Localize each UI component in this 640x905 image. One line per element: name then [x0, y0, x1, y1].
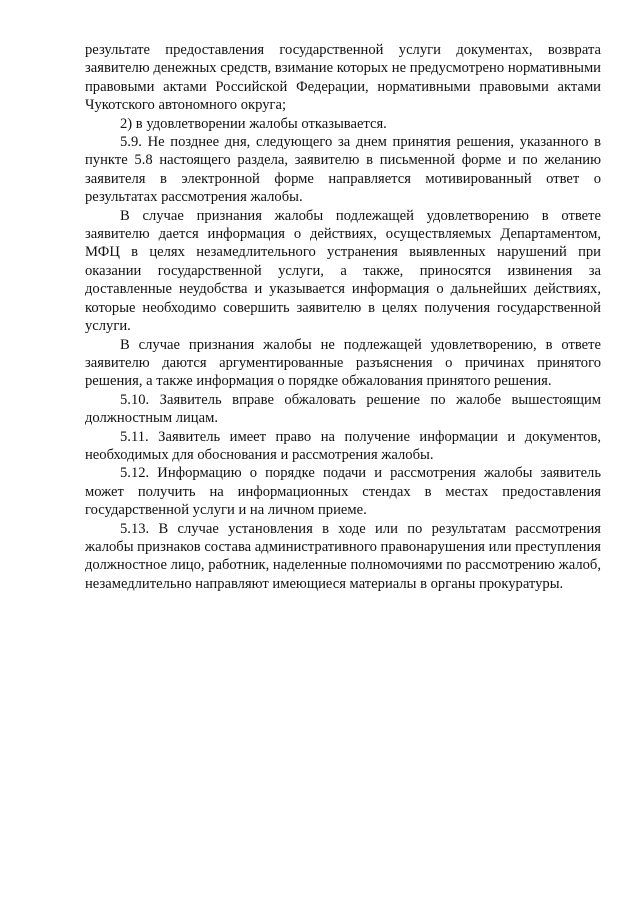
paragraph-continuation: результате предоставления государственной услуги документах, возврата заявителю денежных средств, взимание которых не предусмотрено нормативными правовыми актами Российской Федерации, нормативными правовыми актами Чукотского автономного округа;: [85, 42, 601, 114]
paragraph-5-13: 5.13. В случае установления в ходе или по результатам рассмотрения жалобы признаков состава административного правонарушения или преступления должностное лицо, работник, наделенные полномочиями по рассмотрению жалоб, незамедлительно направляют имеющиеся материалы в органы прокуратуры.: [85, 520, 601, 592]
document-page: [85, 41, 601, 593]
paragraph-5-12: 5.12. Информацию о порядке подачи и рассмотрения жалобы заявитель может получить на информационных стендах в местах предоставления государственной услуги и на личном приеме.: [85, 465, 601, 519]
paragraph-complaint-satisfied: В случае признания жалобы подлежащей удовлетворению в ответе заявителю дается информация о действиях, осуществляемых Департаментом, МФЦ в целях незамедлительного устранения выявленных нарушений при оказании государственной услуги, а также, приносятся извинения за доставленные неудобства и указывается информация о дальнейших действиях, которые необходимо совершить заявителю в целях получения государственной услуги.: [85, 207, 601, 335]
paragraph-5-11: 5.11. Заявитель имеет право на получение информации и документов, необходимых для обоснования и рассмотрения жалобы.: [85, 428, 601, 463]
paragraph-item-2-refusal: 2) в удовлетворении жалобы отказывается.: [120, 115, 387, 132]
paragraph-5-10: 5.10. Заявитель вправе обжаловать решение по жалобе вышестоящим должностным лицам.: [85, 391, 601, 427]
paragraph-5-9: 5.9. Не позднее дня, следующего за днем принятия решения, указанного в пункте 5.8 настоящего раздела, заявителю в письменной форме и по желанию заявителя в электронной форме направляется мотивированный ответ о результатах рассмотрения жалобы.: [85, 134, 601, 206]
paragraph-complaint-not-satisfied: В случае признания жалобы не подлежащей удовлетворению, в ответе заявителю даются аргументированные разъяснения о причинах принятого решения, а также информация о порядке обжалования принятого решения.: [85, 336, 601, 390]
